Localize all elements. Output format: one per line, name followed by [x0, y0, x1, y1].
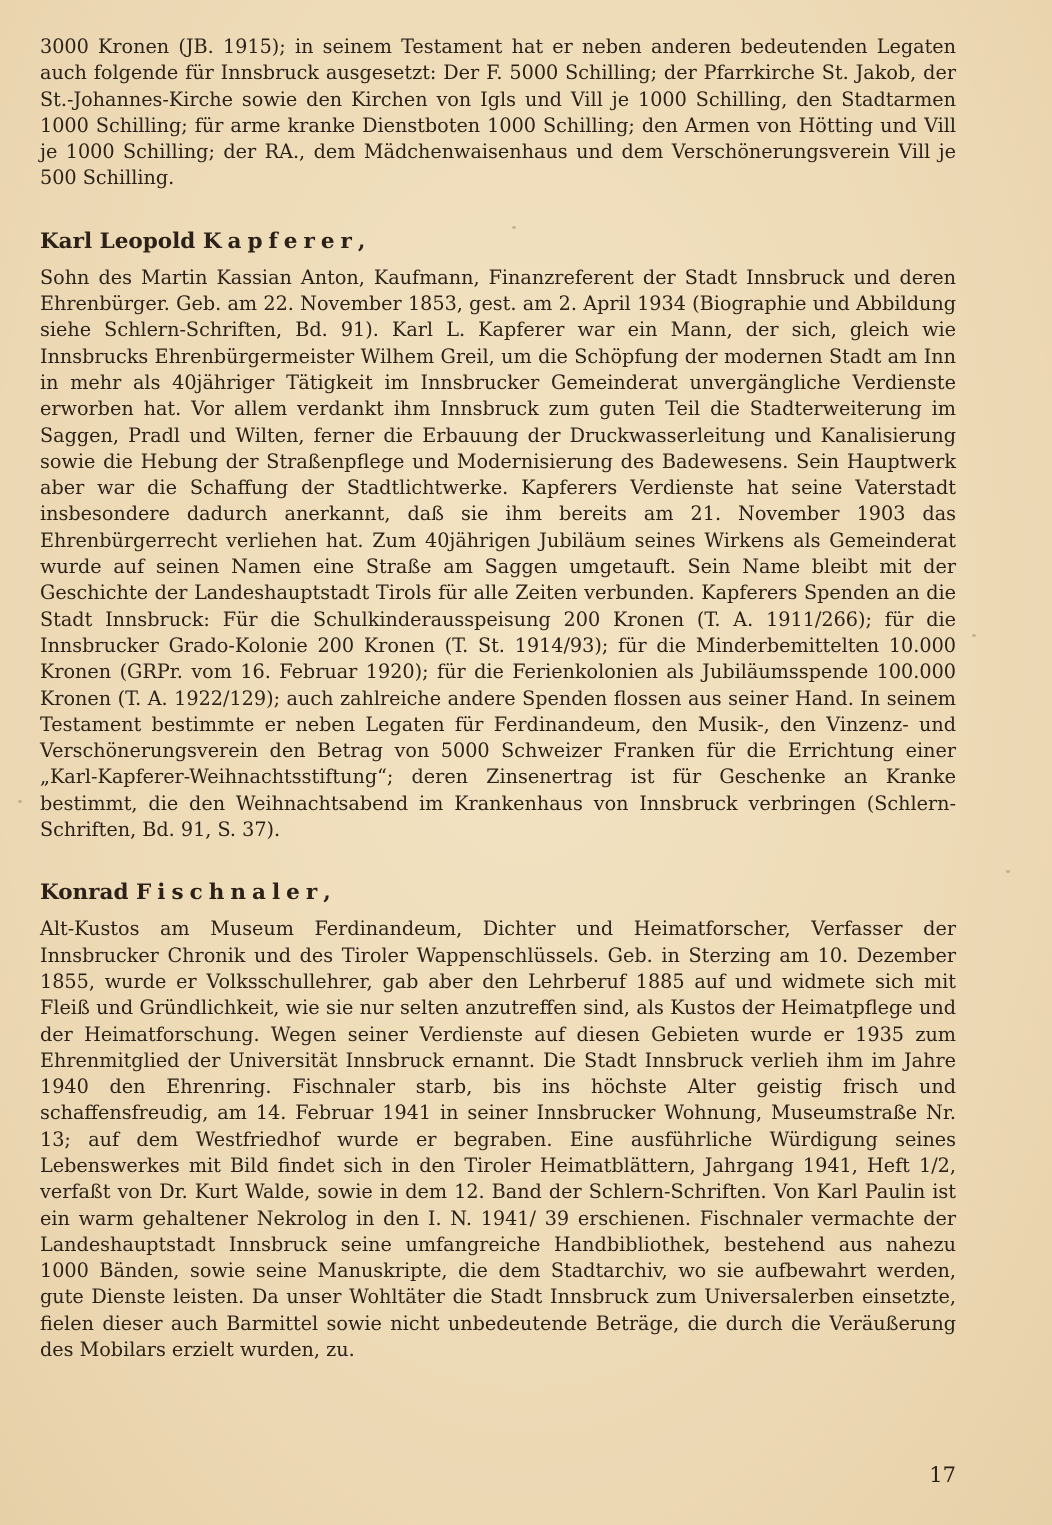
entry-text-kapferer: Sohn des Martin Kassian Anton, Kaufmann, Finanzreferent der Stadt Innsbruck und deren Ehrenbürger. Geb. am 22. November 1853, gest. am 2. April 1934 (Biographie und Abbildung siehe Schlern-Schriften, Bd. 91). Karl L. Kapferer war ein Mann, der sich, gleich wie Innsbrucks Ehrenbürgermeister Wilhem Greil, um die Schöpfung der modernen Stadt am Inn in mehr als 40jähriger Tätigkeit im Innsbrucker Gemeinderat unvergängliche Verdienste erworben hat. Vor allem verdankt ihm Innsbruck zum guten Teil die Stadterweiterung im Saggen, Pradl und Wilten, ferner die Erbauung der Druckwasserleitung und Kanalisierung sowie die Hebung der Straßenpflege und Modernisierung des Badewesens. Sein Hauptwerk aber war die Schaffung der Stadtlichtwerke. Kapferers Verdienste hat seine Vaterstadt insbesondere dadurch anerkannt, daß sie ihm bereits am 21. November 1903 das Ehrenbürgerrecht verliehen hat. Zum 40jährigen Jubiläum seines Wirkens als Gemeinderat wurde auf seinen Namen eine Straße am Saggen umgetauft. Sein Name bleibt mit der Geschichte der Landeshauptstadt Tirols für alle Zeiten verbunden. Kapferers Spenden an die Stadt Innsbruck: Für die Schulkinderausspeisung 200 Kronen (T. A. 1911/266); für die Innsbrucker Grado-Kolonie 200 Kronen (T. St. 1914/93); für die Minderbemittelten 10.000 Kronen (GRPr. vom 16. Februar 1920); für die Ferienkolonien als Jubiläumsspende 100.000 Kronen (T. A. 1922/129); auch zahlreiche andere Spenden flossen aus seiner Hand. In seinem Testament bestimmte er neben Legaten für Ferdinandeum, den Musik-, den Vinzenz- und Verschönerungsverein den Betrag von 5000 Schweizer Franken für die Errichtung einer „Karl-Kapferer-Weihnachtsstiftung“; deren Zinsenertrag ist für Geschenke an Kranke bestimmt, die den Weihnachtsabend im Krankenhaus von Innsbruck verbringen (Schlern-Schriften, Bd. 91, S. 37).	[40, 265, 956, 842]
page-number: 17	[929, 1463, 956, 1487]
entry-given-names: Karl Leopold	[40, 228, 196, 254]
entry-heading-comma: ,	[357, 228, 366, 254]
paper-speck	[972, 634, 976, 637]
intro-paragraph: 3000 Kronen (JB. 1915); in seinem Testament hat er neben anderen bedeutenden Legaten auch folgende für Innsbruck ausgesetzt: Der F. 5000 Schilling; der Pfarrkirche St. Jakob, der St.-Johannes-Kirche sowie den Kirchen von Igls und Vill je 1000 Schilling, den Stadtarmen 1000 Schilling; für arme kranke Dienstboten 1000 Schilling; den Armen von Hötting und Vill je 1000 Schilling; der RA., dem Mädchenwaisenhaus und dem Verschönerungsverein Vill je 500 Schilling.	[40, 35, 956, 190]
entry-heading-kapferer	[40, 228, 956, 256]
entry-heading-fischnaler	[40, 879, 956, 907]
paper-speck	[512, 226, 516, 229]
entry-heading-comma: ,	[323, 880, 331, 906]
entry-surname: Fischnaler	[135, 880, 324, 906]
paper-speck	[1006, 870, 1010, 873]
entry-surname: Kapferer	[202, 228, 358, 254]
entry-given-names: Konrad	[40, 880, 129, 906]
entry-text-fischnaler: Alt-Kustos am Museum Ferdinandeum, Dichter und Heimatforscher, Verfasser der Innsbrucker Chronik und des Tiroler Wappenschlüssels. Geb. in Sterzing am 10. Dezember 1855, wurde er Volksschullehrer, gab aber den Lehrberuf 1885 auf und widmete sich mit Fleiß und Gründlichkeit, wie sie nur selten anzutreffen sind, als Kustos der Heimatpflege und der Heimatforschung. Wegen seiner Verdienste auf diesen Gebieten wurde er 1935 zum Ehrenmitglied der Universität Innsbruck ernannt. Die Stadt Innsbruck verlieh ihm im Jahre 1940 den Ehrenring. Fischnaler starb, bis ins höchste Alter geistig frisch und schaffensfreudig, am 14. Februar 1941 in seiner Innsbrucker Wohnung, Museumstraße Nr. 13; auf dem Westfriedhof wurde er begraben. Eine ausführliche Würdigung seines Lebenswerkes mit Bild findet sich in den Tiroler Heimatblättern, Jahrgang 1941, Heft 1/2, verfaßt von Dr. Kurt Walde, sowie in dem 12. Band der Schlern-Schriften. Von Karl Paulin ist ein warm gehaltener Nekrolog in den I. N. 1941/ 39 erschienen. Fischnaler vermachte der Landeshauptstadt Innsbruck seine umfangreiche Handbibliothek, bestehend aus nahezu 1000 Bänden, sowie seine Manuskripte, die dem Stadtarchiv, wo sie aufbewahrt werden, gute Dienste leisten. Da unser Wohltäter die Stadt Innsbruck zum Universalerben einsetzte, fielen dieser auch Barmittel sowie nicht unbedeutende Beträge, die durch die Veräußerung des Mobilars erzielt wurden, zu.	[40, 917, 956, 1362]
paper-speck	[18, 800, 22, 803]
